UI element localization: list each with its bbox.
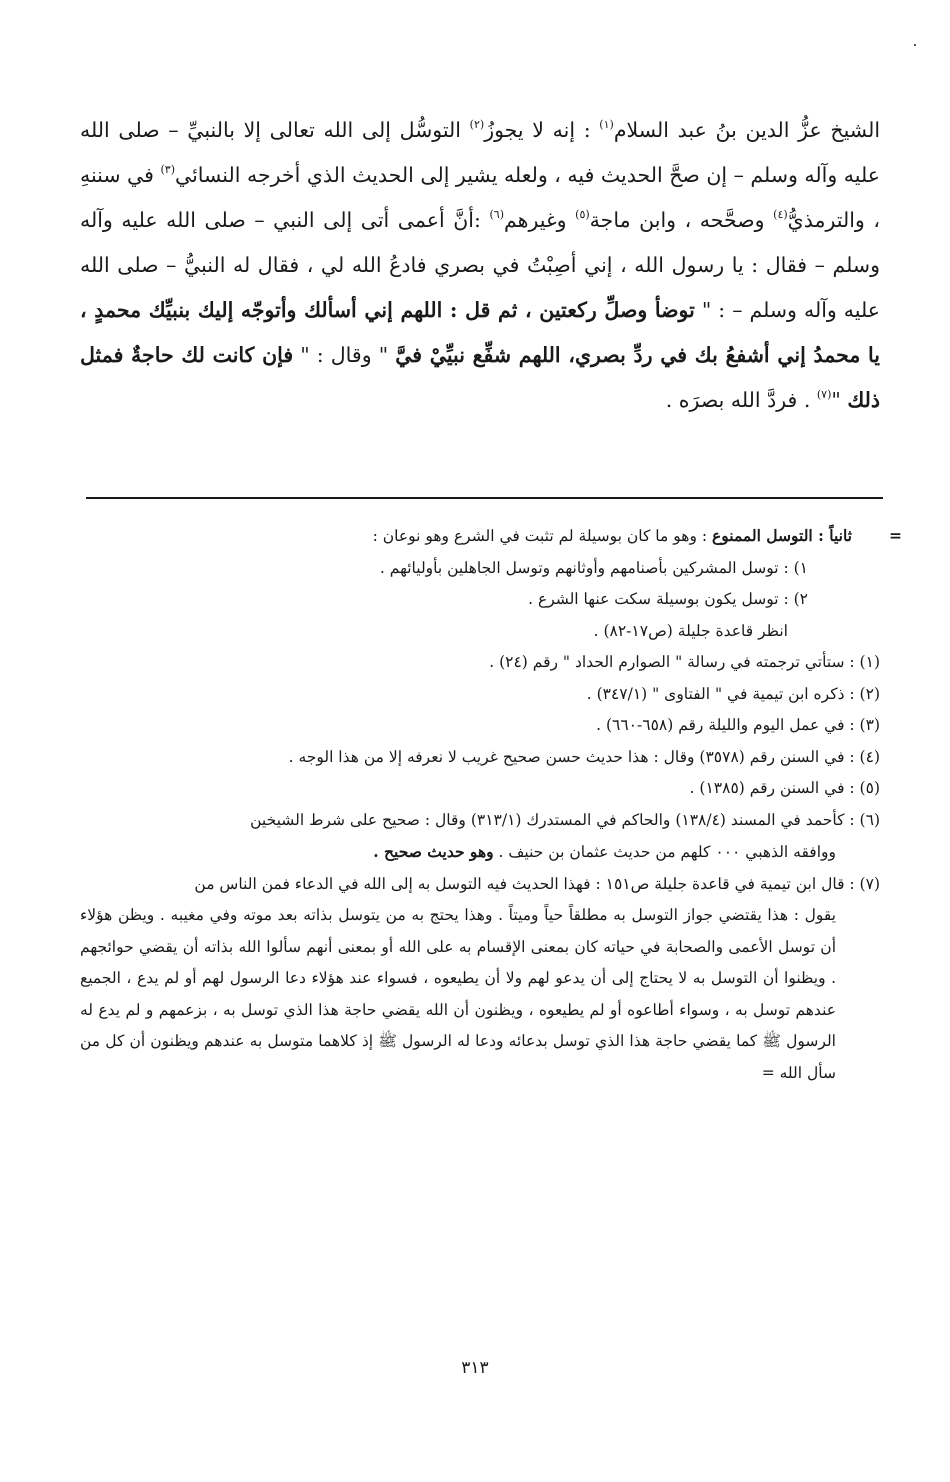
main-text-segment: في سننهِ ، والترمذيُّ — [80, 163, 880, 232]
footnote-ref[interactable]: (٤) — [773, 208, 788, 221]
footnote-ref[interactable]: (٦) — [489, 208, 504, 221]
hadith-quote: فإن كانت لك حاجةٌ فمثل ذلك — [80, 343, 880, 412]
footnote-ref[interactable]: (١) — [599, 118, 614, 131]
footnotes — [80, 520, 902, 1089]
main-paragraph — [80, 108, 880, 423]
main-text-segment: وغيرهم — [504, 208, 576, 232]
footnote-ref[interactable]: (٢) — [469, 118, 485, 131]
main-text-segment: : إنه لا يجوزُ — [484, 118, 600, 142]
main-text-segment: " وقال : " — [293, 343, 396, 367]
page-number: ٣١٣ — [461, 1358, 489, 1378]
footnote-4: (٤) : في السنن رقم (٣٥٧٨) وقال : هذا حديث حسن صحيح غريب لا نعرفه إلا من هذا الوجه . — [288, 747, 880, 766]
footnote-continuation — [80, 520, 902, 647]
footnote-7: (٧) : قال ابن تيمية في قاعدة جليلة ص١٥١ : فهذا الحديث فيه التوسل به إلى الله في الدعاء فمن الناس من — [194, 874, 880, 893]
scan-speck — [914, 44, 916, 46]
main-text-segment: الشيخ عزُّ الدين بنُ عبد السلام — [613, 118, 881, 142]
footnote-separator — [86, 497, 883, 499]
footnote-6-continued — [80, 836, 880, 869]
main-text-segment: التوسُّل إلى الله تعالى إلا بالنبيِّ – صلى الله عليه وآله وسلم – إن صحَّ الحديث فيه ، ولعله يشير إلى الحديث الذي أخرجه النسائي — [80, 118, 880, 187]
continuation-mark: = — [889, 526, 902, 545]
main-text — [80, 108, 880, 423]
footnote-5: (٥) : في السنن رقم (١٣٨٥) . — [689, 779, 880, 797]
main-text-segment: " — [831, 388, 848, 412]
footnote-line: ٢) : توسل يكون بوسيلة سكت عنها الشرع . — [528, 590, 808, 608]
footnote-line: ١) : توسل المشركين بأصنامهم وأوثانهم وتوسل الجاهلين بأوليائهم . — [379, 558, 808, 577]
footnote-1: (١) : ستأتي ترجمته في رسالة " الصوارم الحداد " رقم (٢٤) . — [489, 653, 880, 671]
main-text-segment: :أنَّ أعمى أتى إلى النبي – صلى الله عليه وآله وسلم – فقال : يا رسول الله ، إني أصِبْتُ في بصري فادعُ الله لي ، فقال له النبيُّ – صلى الله عليه وآله وسلم – : " — [80, 208, 881, 322]
footnote-line: انظر قاعدة جليلة (ص١٧-٨٢) . — [593, 621, 788, 640]
footnote-3: (٣) : في عمل اليوم والليلة رقم (٦٥٨-٦٦٠) . — [596, 716, 880, 734]
main-text-segment: . فردَّ الله بصرَه . — [665, 388, 817, 412]
footnote-line — [80, 520, 880, 553]
footnote-2: (٢) : ذكره ابن تيمية في " الفتاوى " (٣٤٧/١) . — [586, 684, 880, 703]
footnote-ref[interactable]: (٧) — [816, 388, 832, 401]
footnote-text: ووافقه الذهبي ٠٠٠ كلهم من حديث عثمان بن حنيف . — [493, 843, 836, 861]
footnote-ref[interactable]: (٥) — [575, 208, 590, 221]
footnote-ref[interactable]: (٣) — [160, 163, 175, 176]
footnote-text: : وهو ما كان بوسيلة لم تثبت في الشرع وهو نوعان : — [372, 527, 713, 545]
main-text-segment: وصحَّحه ، وابن ماجة — [589, 208, 774, 232]
footnote-heading: ثانياً : التوسل الممنوع — [712, 526, 852, 545]
hadith-quote: توضأ وصلِّ ركعتين ، ثم قل : اللهم إني أسألك وأتوجّه إليك بنبيِّك محمدٍ ، يا محمدُ إني أشفعُ بك في ردِّ بصري، اللهم شفِّع نبيِّيْ فيَّ — [80, 298, 880, 367]
footnote-7-continued: يقول : هذا يقتضي جواز التوسل به مطلقاً حياً وميتاً . وهذا يحتج به من يتوسل بذاته بعد موته وفي مغيبه . ويظن هؤلاء أن توسل الأعمى والصحابة في حياته كان بمعنى الإقسام به على الله أو بمعنى أنهم سألوا الله بذاته أن يقضي حوائجهم . ويظنوا أن التوسل به لا يحتاج إلى أن يدعو لهم ولا أن يطيعوه ، فسواء عند هؤلاء دعا الرسول لهم أو لم يدع ، الجميع عندهم توسل به ، وسواء أطاعوه أو لم يطيعوه ، ويظنون أن الله يقضي حاجة هذا الذي توسل به ، بزعمهم و لم يدع له الرسول ﷺ كما يقضي حاجة هذا الذي توسل بدعائه ودعا له الرسول ﷺ إذ كلاهما متوسل به عندهم ويظنون أن كل من سأل الله = — [80, 906, 836, 1082]
footnote-verdict: وهو حديث صحيح . — [373, 842, 494, 861]
footnote-6: (٦) : كأحمد في المسند (١٣٨/٤) والحاكم في المستدرك (٣١٣/١) وقال : صحيح على شرط الشيخين — [250, 810, 880, 829]
